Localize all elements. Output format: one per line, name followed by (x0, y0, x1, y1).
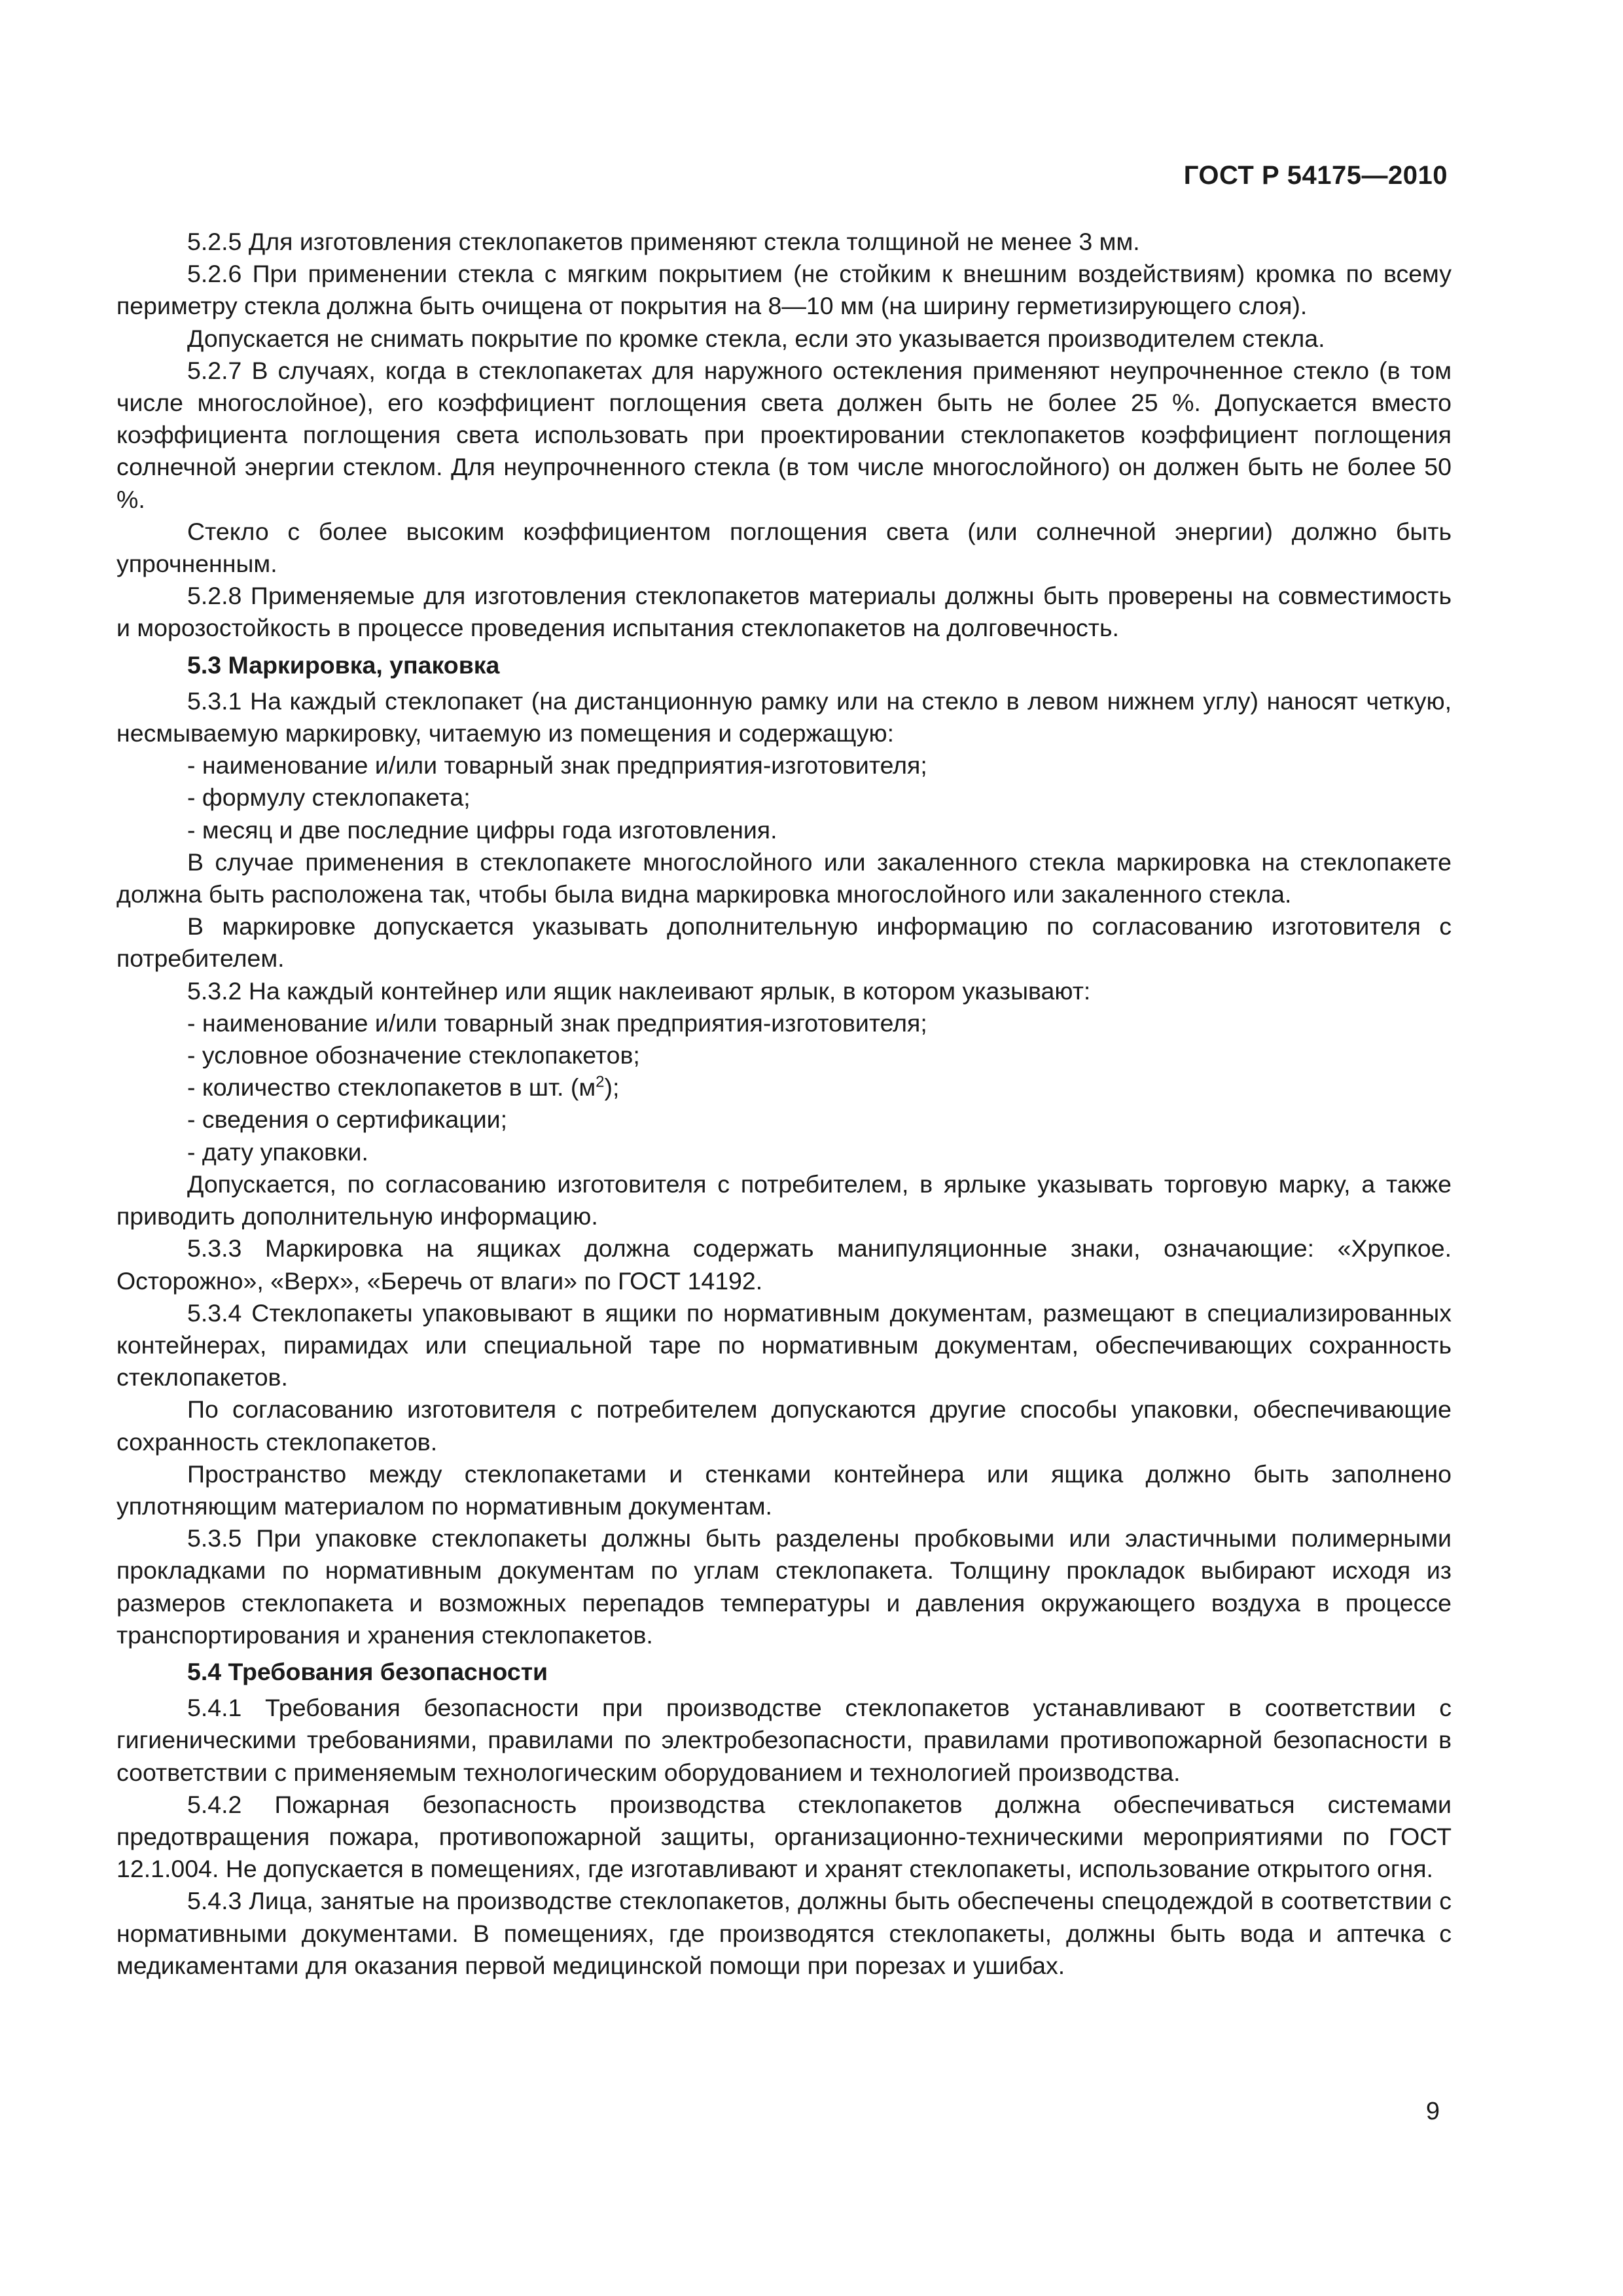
list-item: - месяц и две последние цифры года изготовления. (187, 816, 777, 844)
clause-5-4-2: 5.4.2 Пожарная безопасность производства стеклопакетов должна обеспечиваться системами предотвращения пожара, противопожарной защиты, организационно-техническими мероприятиями по ГОСТ 12.1.004. Не допускается в помещениях, где изготавливают и хранят стеклопакеты, использование открытого огня. (116, 1790, 1452, 1883)
clause-5-3-3: 5.3.3 Маркировка на ящиках должна содержать манипуляционные знаки, означающие: «Хрупкое. Осторожно», «Верх», «Беречь от влаги» по ГОСТ 14192. (116, 1234, 1452, 1295)
clause-5-3-1: 5.3.1 На каждый стеклопакет (на дистанционную рамку или на стекло в левом нижнем углу) наносят четкую, несмываемую маркировку, читаемую из помещения и содержащую: (116, 687, 1452, 747)
list-item-text: ); (604, 1073, 620, 1102)
paragraph: Пространство между стеклопакетами и стенками контейнера или ящика должно быть заполнено уплотняющим материалом по нормативным документам. (116, 1460, 1452, 1520)
clause-5-2-6: 5.2.6 При применении стекла с мягким покрытием (не стойким к внешним воздействиям) кромка по всему периметру стекла должна быть очищена от покрытия на 8—10 мм (на ширину герметизирующего слоя). (116, 260, 1452, 320)
paragraph: В маркировке допускается указывать дополнительную информацию по согласованию изготовителя с потребителем. (116, 912, 1452, 973)
paragraph: В случае применения в стеклопакете многослойного или закаленного стекла маркировка на стеклопакете должна быть расположена так, чтобы была видна маркировка многослойного или закаленного стекла. (116, 848, 1452, 908)
page-number: 9 (1425, 2098, 1440, 2125)
clause-5-3-2: 5.3.2 На каждый контейнер или ящик наклеивают ярлык, в котором указывают: (187, 977, 1091, 1005)
document-body (116, 226, 1452, 1982)
section-heading-5-4: 5.4 Требования безопасности (187, 1657, 548, 1685)
clause-5-3-4: 5.3.4 Стеклопакеты упаковывают в ящики по нормативным документам, размещают в специализированных контейнерах, пирамидах или специальной таре по нормативным документам, обеспечивающих сохранность стеклопакетов. (116, 1299, 1452, 1391)
clause-5-2-8: 5.2.8 Применяемые для изготовления стеклопакетов материалы должны быть проверены на совместимость и морозостойкость в процессе проведения испытания стеклопакетов на долговечность. (116, 582, 1452, 642)
clause-5-3-5: 5.3.5 При упаковке стеклопакеты должны быть разделены пробковыми или эластичными полимерными прокладками по нормативным документам по углам стеклопакета. Толщину прокладок выбирают исходя из размеров стеклопакета и возможных перепадов температуры и давления окружающего воздуха в процессе транспортирования и хранения стеклопакетов. (116, 1524, 1452, 1649)
paragraph: Стекло с более высоким коэффициентом поглощения света (или солнечной энергии) должно быть упрочненным. (116, 517, 1452, 578)
list-item (116, 1071, 1452, 1103)
clause-5-4-1: 5.4.1 Требования безопасности при производстве стеклопакетов устанавливают в соответствии с гигиеническими требованиями, правилами по электробезопасности, правилами противопожарной безопасности в соответствии с применяемым технологическим оборудованием и технологией производства. (116, 1694, 1452, 1786)
paragraph: Допускается, по согласованию изготовителя с потребителем, в ярлыке указывать торговую марку, а также приводить дополнительную информацию. (116, 1170, 1452, 1230)
list-item: - формулу стеклопакета; (187, 783, 471, 812)
list-item: - дату упаковки. (187, 1138, 368, 1166)
paragraph: По согласованию изготовителя с потребителем допускаются другие способы упаковки, обеспечивающие сохранность стеклопакетов. (116, 1395, 1452, 1456)
list-item: - сведения о сертификации; (187, 1105, 508, 1134)
clause-5-2-5: 5.2.5 Для изготовления стеклопакетов применяют стекла толщиной не менее 3 мм. (187, 228, 1140, 255)
clause-5-4-3: 5.4.3 Лица, занятые на производстве стеклопакетов, должны быть обеспечены спецодеждой в соответствии с нормативными документами. В помещениях, где производятся стеклопакеты, должны быть вода и аптечка с медикаментами для оказания первой медицинской помощи при порезах и ушибах. (116, 1887, 1452, 1979)
paragraph: Допускается не снимать покрытие по кромке стекла, если это указывается производителем стекла. (187, 324, 1325, 352)
superscript-exponent: 2 (596, 1073, 605, 1091)
section-heading-5-3: 5.3 Маркировка, упаковка (187, 651, 500, 679)
document-standard-number: ГОСТ Р 54175—2010 (1183, 161, 1448, 190)
list-item-text: - количество стеклопакетов в шт. (м (187, 1073, 596, 1102)
list-item: - наименование и/или товарный знак предприятия-изготовителя; (187, 751, 927, 780)
list-item: - наименование и/или товарный знак предприятия-изготовителя; (187, 1009, 927, 1037)
list-item: - условное обозначение стеклопакетов; (187, 1041, 640, 1069)
clause-5-2-7: 5.2.7 В случаях, когда в стеклопакетах для наружного остекления применяют неупрочненное стекло (в том числе многослойное), его коэффициент поглощения света должен быть не более 25 %. Допускается вместо коэффициента поглощения света использовать при проектировании стеклопакетов коэффициент поглощения солнечной энергии стеклом. Для неупрочненного стекла (в том числе многослойного) он должен быть не более 50 %. (116, 356, 1452, 513)
